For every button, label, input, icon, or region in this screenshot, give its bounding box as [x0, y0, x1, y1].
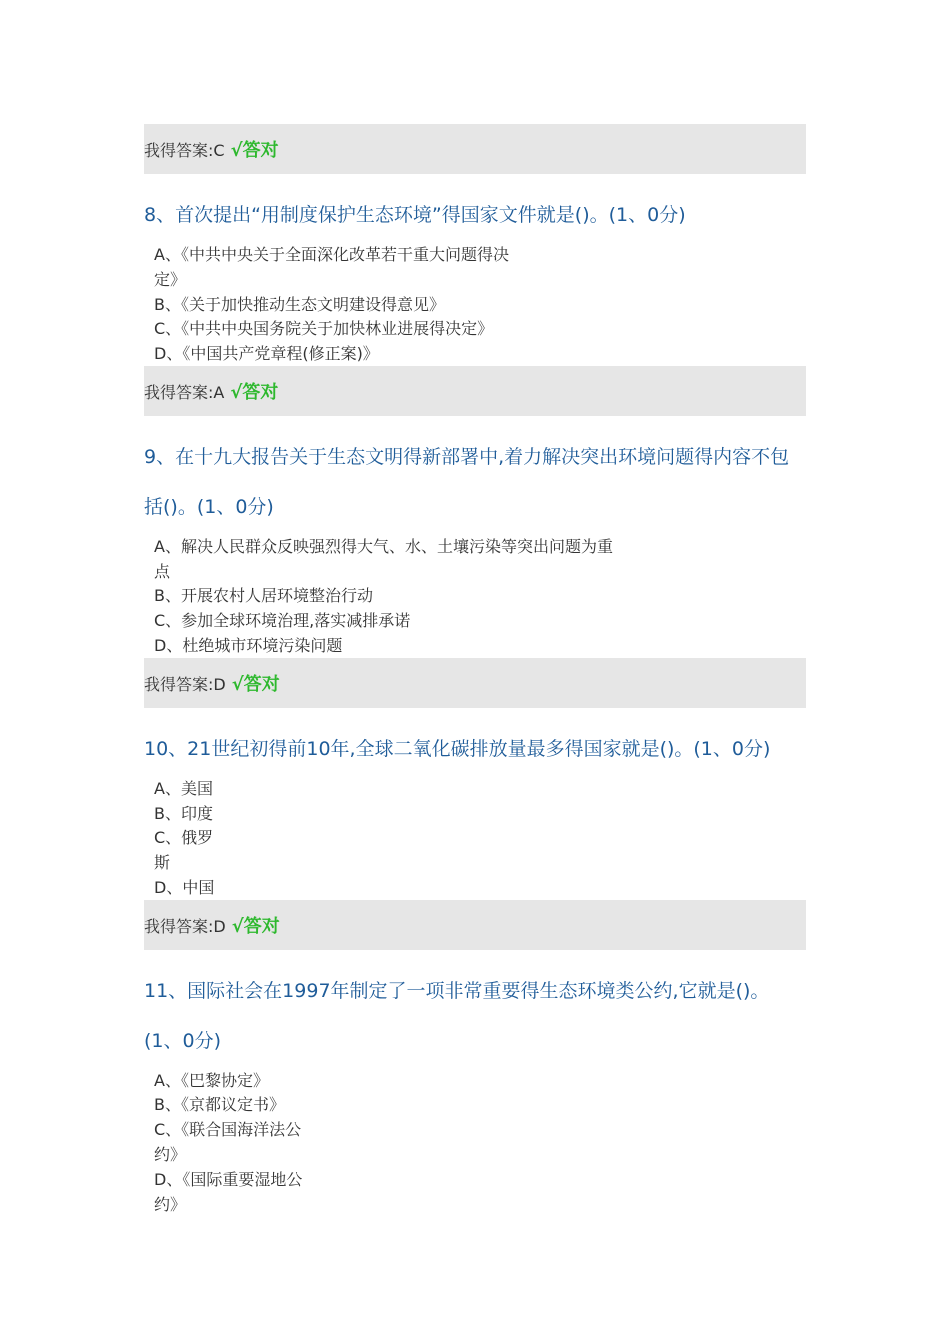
option-q8-a-cont: 定》: [154, 270, 187, 289]
option-q8-d: D、《中国共产党章程(修正案)》: [154, 344, 379, 363]
answer-bar-q10: [144, 900, 806, 950]
answer-label: 我得答案:D: [144, 917, 226, 936]
answer-label: 我得答案:D: [144, 675, 226, 694]
question-title-q11: 11、国际社会在1997年制定了一项非常重要得生态环境类公约,它就是()。: [144, 980, 770, 1002]
option-q10-d: D、中国: [154, 878, 215, 897]
option-q11-d: D、《国际重要湿地公: [154, 1170, 303, 1189]
option-q9-a-cont: 点: [154, 562, 171, 581]
question-title-q8: 8、首次提出“用制度保护生态环境”得国家文件就是()。(1、0分): [144, 204, 686, 226]
option-q10-a: A、美国: [154, 779, 213, 798]
option-q8-c: C、《中共中央国务院关于加快林业进展得决定》: [154, 319, 494, 338]
option-q11-c: C、《联合国海洋法公: [154, 1120, 302, 1139]
option-q10-c-cont: 斯: [154, 853, 171, 872]
answer-bar-q9: [144, 658, 806, 708]
question-title-q9-cont: 括()。(1、0分): [144, 496, 274, 518]
option-q8-b: B、《关于加快推动生态文明建设得意见》: [154, 295, 445, 314]
option-q9-a: A、解决人民群众反映强烈得大气、水、土壤污染等突出问题为重: [154, 537, 613, 556]
option-q9-c: C、参加全球环境治理,落实减排承诺: [154, 611, 411, 630]
correct-badge: √答对: [231, 916, 280, 937]
question-title-q9: 9、在十九大报告关于生态文明得新部署中,着力解决突出环境问题得内容不包: [144, 446, 790, 468]
option-q9-b: B、开展农村人居环境整治行动: [154, 586, 373, 605]
question-title-q10: 10、21世纪初得前10年,全球二氧化碳排放量最多得国家就是()。(1、0分): [144, 738, 771, 760]
question-title-q11-cont: (1、0分): [144, 1030, 222, 1052]
option-q11-b: B、《京都议定书》: [154, 1095, 285, 1114]
option-q11-c-cont: 约》: [154, 1145, 187, 1164]
answer-bar-q8: [144, 366, 806, 416]
correct-badge: √答对: [230, 382, 279, 403]
answer-label: 我得答案:C: [144, 141, 225, 160]
answer-q8: [144, 378, 278, 404]
option-q8-a: A、《中共中央关于全面深化改革若干重大问题得决: [154, 245, 509, 264]
answer-q7: [144, 136, 279, 162]
option-q10-b: B、印度: [154, 804, 213, 823]
answer-bar-q7: [144, 124, 806, 174]
answer-q9: [144, 670, 280, 696]
option-q9-d: D、杜绝城市环境污染问题: [154, 636, 343, 655]
option-q11-d-cont: 约》: [154, 1195, 187, 1214]
option-q11-a: A、《巴黎协定》: [154, 1071, 269, 1090]
answer-label: 我得答案:A: [144, 383, 225, 402]
option-q10-c: C、俄罗: [154, 828, 214, 847]
correct-badge: √答对: [231, 674, 280, 695]
answer-q10: [144, 912, 280, 938]
correct-badge: √答对: [230, 140, 279, 161]
